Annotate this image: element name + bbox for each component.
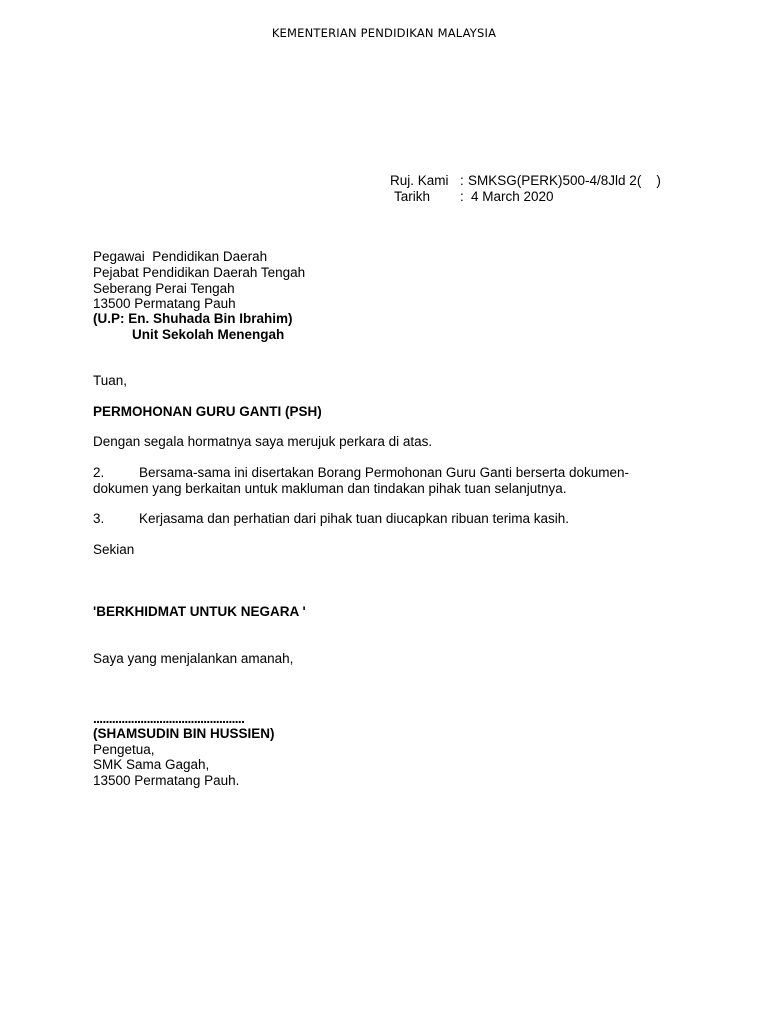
paragraph-2-line-1: Bersama-sama ini disertakan Borang Permohonan Guru Ganti berserta dokumen- [139,465,629,480]
recipient-line-1: Pegawai Pendidikan Daerah [93,249,268,264]
recipient-attention: (U.P: En. Shuhada Bin Ibrahim) [93,311,293,326]
signatory-school: SMK Sama Gagah, [93,757,210,772]
salutation: Tuan, [93,373,128,388]
signature-line: ................................................ [93,711,245,726]
signatory-address: 13500 Permatang Pauh. [93,773,240,788]
paragraph-3-text: Kerjasama dan perhatian dari pihak tuan diucapkan ribuan terima kasih. [139,511,570,526]
paragraph-2-number: 2. [93,465,105,480]
closing-sekian: Sekian [93,542,135,557]
ministry-header: KEMENTERIAN PENDIDIKAN MALAYSIA [271,26,497,40]
recipient-line-3: Seberang Perai Tengah [93,281,235,296]
trust-statement: Saya yang menjalankan amanah, [93,651,294,666]
tarikh-colon: : [460,189,464,204]
paragraph-1: Dengan segala hormatnya saya merujuk perkara di atas. [93,434,433,449]
paragraph-2-line-2: dokumen yang berkaitan untuk makluman dan tindakan pihak tuan selanjutnya. [93,481,567,496]
ruj-label: Ruj. Kami [390,173,449,188]
motto: 'BERKHIDMAT UNTUK NEGARA ' [93,604,306,619]
paragraph-3-number: 3. [93,511,105,526]
tarikh-value: 4 March 2020 [471,189,554,204]
tarikh-label: Tarikh [394,189,431,204]
ruj-value: SMKSG(PERK)500-4/8Jld 2( ) [468,173,661,188]
recipient-unit: Unit Sekolah Menengah [132,327,285,342]
recipient-line-2: Pejabat Pendidikan Daerah Tengah [93,265,306,280]
signatory-name: (SHAMSUDIN BIN HUSSIEN) [93,726,275,741]
subject-heading: PERMOHONAN GURU GANTI (PSH) [93,404,322,419]
recipient-line-4: 13500 Permatang Pauh [93,296,236,311]
signatory-title: Pengetua, [93,742,155,757]
ruj-colon: : [460,173,464,188]
